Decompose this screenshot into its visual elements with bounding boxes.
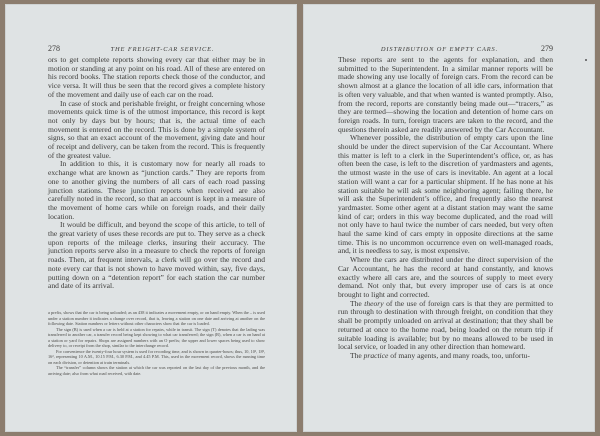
right-page (303, 4, 595, 432)
footnote: The sign (B) is used when a car is held at a station for repairs, while in transit. The sign (T) denotes that the lading was transferred to another car, a transfer record being kept showing to what car transferred; the sign (R), when a car is on hand at a station or yard for repairs. Shops are assigned numbers with an O prefix; the upper and lower spaces being used to show delivery to, or receipt from the shop, similar to the interchange record. (48, 326, 265, 348)
right-page-header (338, 44, 553, 53)
left-page-body (48, 56, 265, 291)
text: of many agents, and many roads, too, unfortu- (388, 350, 530, 360)
text: The (350, 350, 364, 360)
paragraph: Whenever possible, the distribution of empty cars upon the line should be under the direct supervision of the Car Accountant. Where this matter is left to a clerk in the Superintendent’s office, or, as has often been the case, is left to the discretion of yardmasters and agents, the utmost waste in the use of cars is inevitable. An agent at a local station will want a car for a particular shipment. If he has none at his station suitable he will ask some neighboring agent; failing there, he will ask the Superintendent’s office, and frequently also the nearest yardmaster. Some other agent at a distant station may want the same kind of car; orders in this way become duplicated, and the road will not only have to haul twice the number of cars needed, but very often haul the same kind of cars empty in opposite directions at the same time. This is no uncommon occurrence even on well-managed roads, and, it is needless to say, is most expensive. (338, 133, 553, 256)
footnote: For convenience the twenty-four hour system is used for recording time, and is shown in quarter-hours; thus, 10, 10¹, 18², 16³, representing 10 A.M., 10.15 P.M., 6.30 P.M., and 4.45 P.M. This, used in the movement record, shows the running time on each division, or detention at train terminals. (48, 348, 265, 365)
paragraph: ors to get complete reports showing every car that either may be in motion or standing at any point on his road. All of these are entered on his record books. The station reports check those of the conductor, and vice versa. It will thus be seen that the record gives a complete history of the movement and daily use of each car on the road. (48, 55, 265, 99)
running-title: DISTRIBUTION OF EMPTY CARS. (380, 46, 499, 53)
paragraph-practice (338, 352, 553, 361)
italic-term: theory (364, 298, 384, 308)
footnote: a prefix, shows that the car is being unloaded; as an 438 it indicates a movement empty, or on hand empty. When the – is used under a station number it indicates a change over record, that is, leaving a station on one date and arriving at another on the following date. Station numbers or letters without other characters show that the car is loaded. (48, 310, 265, 326)
italic-term: practice (363, 350, 389, 360)
footnote: The “transfer” column shows the station at which the car was reported on the last day of the previous month, and the arriving date; also from what road received, with date. (48, 365, 265, 376)
paragraph: In case of stock and perishable freight, or freight concerning whose movements quick time is of the utmost importance, this record is kept not only by days but by hours; that is, the actual time of each movement is entered on the record. This is done by a simple system of signs, so that an exact account of the movement, giving date and hour of receipt and delivery, can be taken from the record. This is frequently of the greatest value. (48, 98, 265, 160)
paragraph: In addition to this, it is customary now for nearly all roads to exchange what are known as “junction cards.” They are reports from one to another giving the numbers of all cars of each road passing junction stations. These junction reports when received are also carefully noted in the record, so that an account is kept in a measure of the movement of home cars while on foreign roads, and their daily location. (48, 159, 265, 221)
left-page-header (48, 44, 265, 53)
page-number: 279 (541, 44, 553, 53)
text: of the use of foreign cars is that they are permitted to run through to destination with through freight, on condition that they shall be promptly unloaded on arrival at destination; that they shall be returned at once to the home road, being loaded on the return trip if suitable loading is available; but by no means allowed to be used in local service, or loaded in any other direction than homeward. (338, 298, 553, 352)
paragraph-theory (338, 300, 553, 352)
text: The (350, 298, 365, 308)
paragraph: Where the cars are distributed under the direct supervision of the Car Accountant, he has the record at hand constantly, and knows exactly where all cars are, and the sources of supply to meet every demand. Not only that, but every improper use of cars is at once brought to light and corrected. (338, 255, 553, 299)
paragraph: It would be difficult, and beyond the scope of this article, to tell of the great variety of uses these records are put to. They serve as a check upon reports of the mileage clerks, insuring their accuracy. The junction reports serve also in a measure to check the reports of foreign roads. Then, at frequent intervals, a clerk will go over the record and note every car that is not shown to have moved within, say, five days, putting down on a “detention report” for each station the car number and date of its arrival. (48, 220, 265, 291)
margin-mark (585, 59, 587, 61)
running-title: THE FREIGHT-CAR SERVICE. (110, 46, 215, 53)
left-page (5, 4, 297, 432)
page-number: 278 (48, 44, 60, 53)
paragraph: These reports are sent to the agents for explanation, and then submitted to the Superintendent. In a similar manner reports will be made showing any use locally of foreign cars. From the record can be shown almost at a glance the location of all idle cars, information that is often very valuable, and that when wanted is wanted promptly. Also, from the record, reports are constantly being made out—“tracers,” as they are termed—showing the location and detention of home cars on foreign roads. In turn, foreign tracers are taken to the record, and the questions therein asked are readily answered by the Car Accountant. (338, 55, 553, 134)
right-page-body (338, 56, 553, 361)
footnotes (48, 310, 265, 376)
